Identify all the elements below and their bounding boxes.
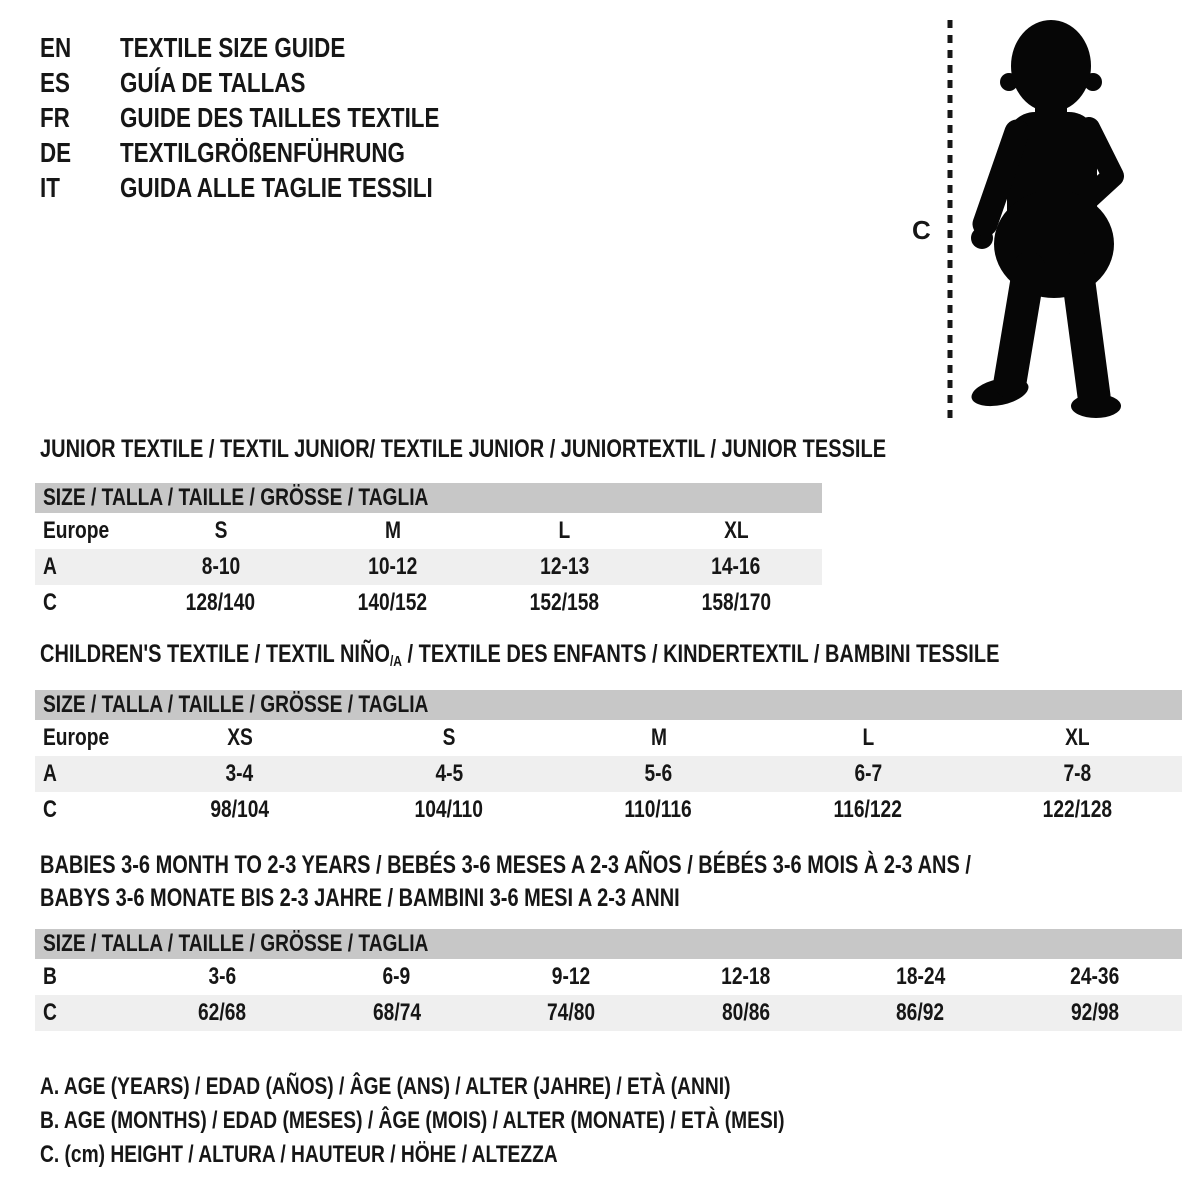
language-title: GUIDA ALLE TAGLIE TESSILI <box>120 172 433 203</box>
age-cell: 10-12 <box>368 553 418 580</box>
row-label: C <box>43 796 57 823</box>
language-code: ES <box>40 67 70 98</box>
height-dashed-line <box>946 20 954 420</box>
size-cell: L <box>862 724 874 751</box>
months-cell: 24-36 <box>1070 963 1120 990</box>
language-row-en <box>40 30 519 65</box>
language-title: GUÍA DE TALLAS <box>120 67 306 98</box>
months-cell: 6-9 <box>382 963 411 990</box>
language-title: GUIDE DES TAILLES TEXTILE <box>120 102 440 133</box>
table-row-months <box>35 959 1182 995</box>
months-cell: 18-24 <box>895 963 945 990</box>
age-cell: 7-8 <box>1063 760 1092 787</box>
age-cell: 14-16 <box>711 553 761 580</box>
children-title-subscript: /A <box>389 653 402 670</box>
months-cell: 9-12 <box>552 963 591 990</box>
table-row-height <box>35 585 822 621</box>
size-cell: M <box>384 517 401 544</box>
babies-section-title: BABIES 3-6 MONTH TO 2-3 YEARS / BEBÉS 3-6 MESES A 2-3 AÑOS / BÉBÉS 3-6 MOIS À 2-3 ANS / BABYS 3-6 MONATE BIS 2-3 JAHRE / BAMBINI 3-6 MESI A 2-3 ANNI <box>40 851 971 912</box>
language-row-de <box>40 135 519 170</box>
age-cell: 8-10 <box>201 553 241 580</box>
age-cell: 4-5 <box>435 760 463 787</box>
row-label: C <box>43 589 57 616</box>
size-cell: XS <box>226 724 253 751</box>
junior-section-title: JUNIOR TEXTILE / TEXTIL JUNIOR/ TEXTILE JUNIOR / JUNIORTEXTIL / JUNIOR TESSILE <box>40 435 887 463</box>
age-cell: 3-4 <box>225 760 254 787</box>
age-cell: 12-13 <box>539 553 589 580</box>
table-row-europe <box>35 720 1182 756</box>
row-label: A <box>43 760 57 787</box>
height-cell: 86/92 <box>896 999 945 1026</box>
height-cell: 110/116 <box>624 796 693 823</box>
height-measure-label: C <box>912 215 931 245</box>
size-cell: S <box>214 517 228 544</box>
row-label: Europe <box>43 724 110 751</box>
size-cell: M <box>650 724 667 751</box>
legend-line-b: B. AGE (MONTHS) / EDAD (MESES) / ÂGE (MOIS) / ALTER (MONATE) / ETÀ (MESI) <box>40 1107 785 1134</box>
table-row-europe <box>35 513 822 549</box>
height-cell: 128/140 <box>186 589 256 616</box>
months-cell: 3-6 <box>208 963 237 990</box>
children-section-title: CHILDREN'S TEXTILE / TEXTIL $NIÑO_{/A}$ / TEXTILE DES ENFANTS / KINDERTEXTIL / BAMBINI TESSILE <box>40 640 1000 670</box>
age-cell: 6-7 <box>854 760 882 787</box>
children-size-header-bar: SIZE / TALLA / TAILLE / GRÖSSE / TAGLIA <box>35 690 1182 720</box>
language-row-es <box>40 65 519 100</box>
height-cell: 140/152 <box>357 589 428 616</box>
language-code: FR <box>40 102 70 133</box>
legend-line-c: C. (cm) HEIGHT / ALTURA / HAUTEUR / HÖHE / ALTEZZA <box>40 1141 558 1168</box>
measurement-legend <box>40 1070 971 1172</box>
table-row-height <box>35 995 1182 1031</box>
row-label: Europe <box>43 517 110 544</box>
toddler-silhouette-icon <box>963 16 1138 420</box>
language-title: TEXTILGRÖßENFÜHRUNG <box>120 137 405 168</box>
height-cell: 158/170 <box>701 589 771 616</box>
height-cell: 104/110 <box>414 796 484 823</box>
height-cell: 80/86 <box>721 999 770 1026</box>
size-cell: L <box>558 517 571 544</box>
size-cell: S <box>442 724 456 751</box>
height-cell: 62/68 <box>198 999 247 1026</box>
language-code: DE <box>40 137 72 168</box>
language-row-fr <box>40 100 519 135</box>
size-cell: XL <box>723 517 749 544</box>
language-row-it <box>40 170 519 205</box>
height-cell: 152/158 <box>529 589 600 616</box>
table-row-age <box>35 549 822 585</box>
row-label: A <box>43 553 57 580</box>
size-cell: XL <box>1065 724 1090 751</box>
height-cell: 92/98 <box>1070 999 1119 1026</box>
language-title: TEXTILE SIZE GUIDE <box>120 32 346 63</box>
months-cell: 12-18 <box>721 963 771 990</box>
junior-size-header-bar: SIZE / TALLA / TAILLE / GRÖSSE / TAGLIA <box>35 483 822 513</box>
row-label: B <box>43 963 57 990</box>
table-row-age <box>35 756 1182 792</box>
row-label: C <box>43 999 57 1026</box>
age-cell: 5-6 <box>644 760 673 787</box>
language-code: EN <box>40 32 72 63</box>
legend-line-a: A. AGE (YEARS) / EDAD (AÑOS) / ÂGE (ANS) / ALTER (JAHRE) / ETÀ (ANNI) <box>40 1073 731 1100</box>
height-cell: 98/104 <box>210 796 270 823</box>
junior-size-table <box>35 483 822 621</box>
children-size-table <box>35 690 1182 828</box>
babies-size-header-bar: SIZE / TALLA / TAILLE / GRÖSSE / TAGLIA <box>35 929 1182 959</box>
language-code: IT <box>40 172 60 203</box>
babies-size-table <box>35 929 1182 1031</box>
table-row-height <box>35 792 1182 828</box>
height-cell: 74/80 <box>547 999 596 1026</box>
height-cell: 122/128 <box>1042 796 1113 823</box>
height-cell: 116/122 <box>833 796 903 823</box>
language-title-list <box>40 30 519 205</box>
height-cell: 68/74 <box>372 999 421 1026</box>
